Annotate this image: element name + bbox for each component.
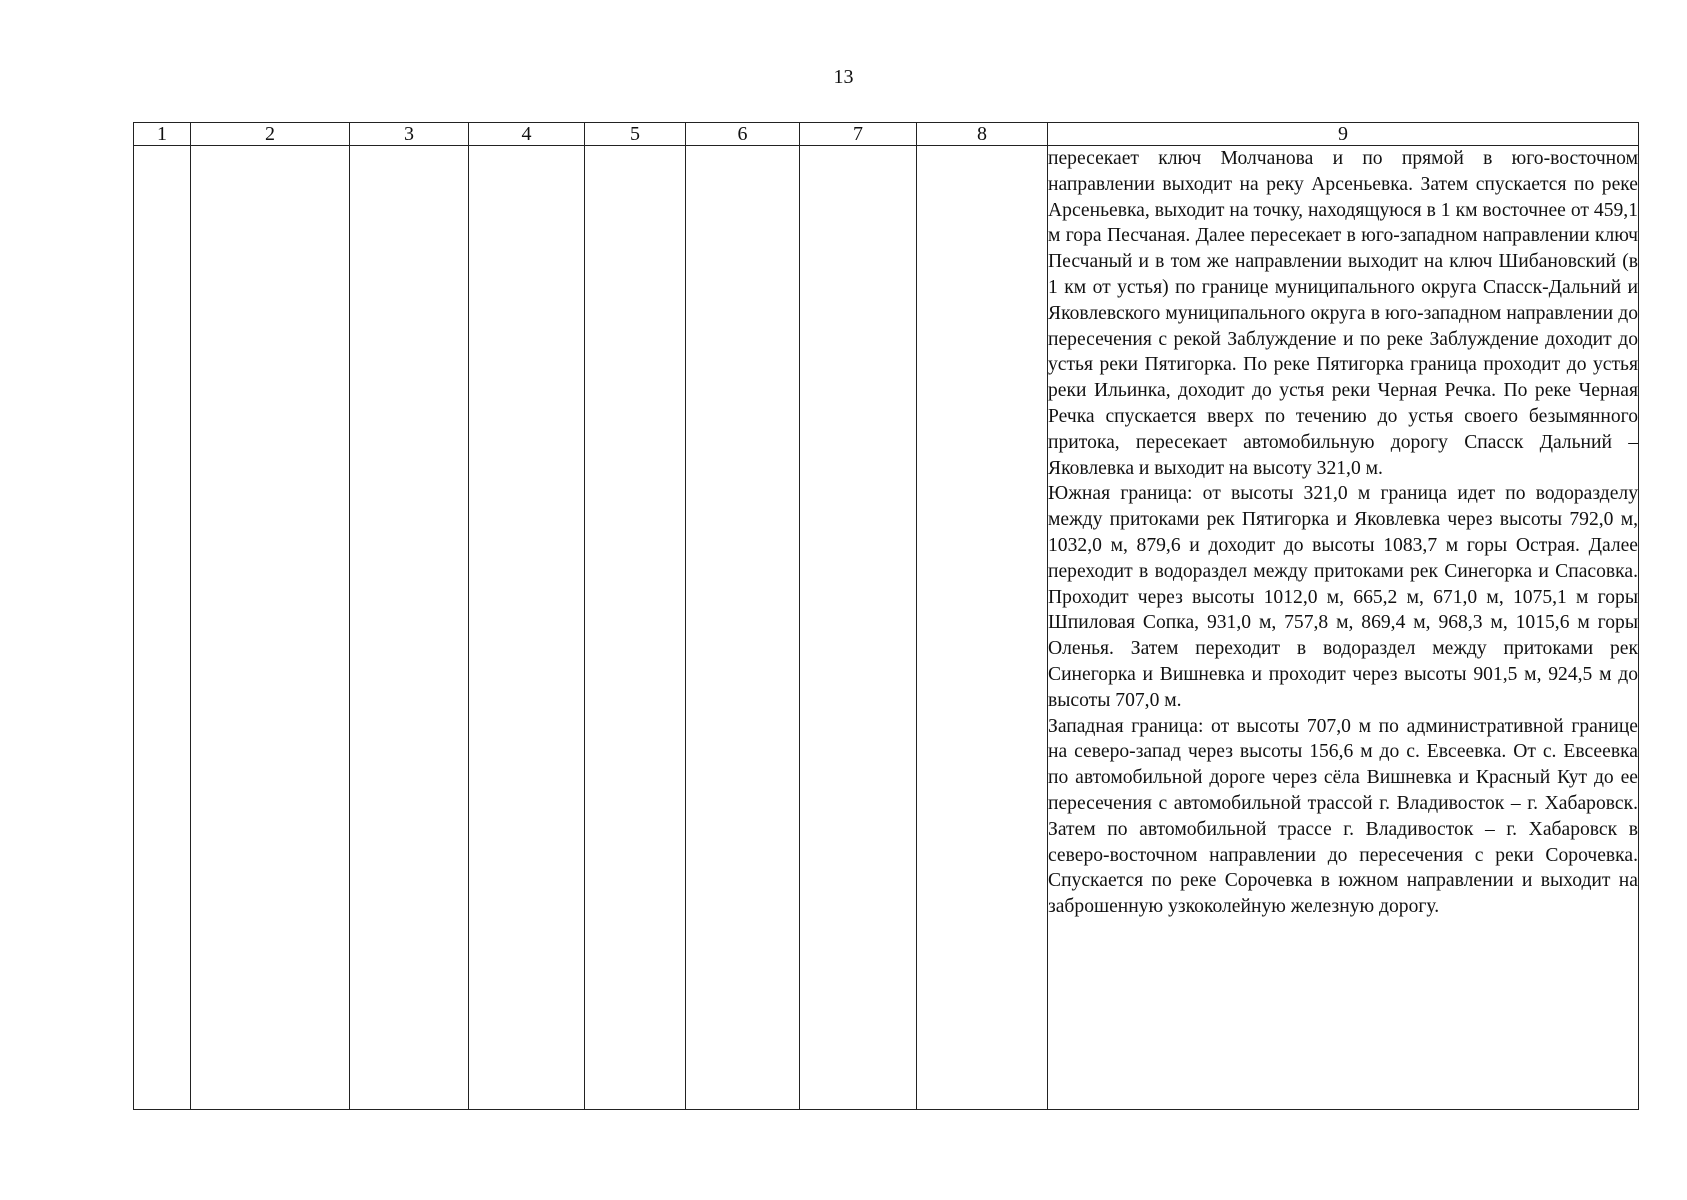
column-header-6: 6 [686, 123, 800, 146]
empty-cell-2 [191, 146, 350, 1110]
column-header-7: 7 [800, 123, 917, 146]
north-east-boundary-text: пересекает ключ Молчанова и по прямой в юго-восточном направлении выходит на реку Арсеньевка. Затем спускается по реке Арсеньевка, выходит на точку, находящуюся в 1 км восточнее от 459,1 м гора Песчаная. Далее пересекает в юго-западном направлении ключ Песчаный и в том же направлении выходит на ключ Шибановский (в 1 км от устья) по границе муниципального округа Спасск-Дальний и Яковлевского муниципального округа в юго-западном направлении до пересечения с рекой Заблуждение и по реке Заблуждение доходит до устья реки Пятигорка. По реке Пятигорка граница проходит до устья реки Ильинка, доходит до устья реки Черная Речка. По реке Черная Речка спускается вверх по течению до устья своего безымянного притока, пересекает автомобильную дорогу Спасск Дальний – Яковлевка и выходит на высоту 321,0 м. [1048, 148, 1638, 479]
page-number: 13 [833, 66, 854, 88]
header-row [134, 123, 1639, 146]
column-header-5: 5 [585, 123, 686, 146]
boundary-table [133, 122, 1639, 1110]
empty-cell-5 [585, 146, 686, 1110]
empty-cell-4 [469, 146, 585, 1110]
empty-cell-8 [917, 146, 1048, 1110]
table-row [134, 146, 1639, 1110]
column-header-8: 8 [917, 123, 1048, 146]
column-header-4: 4 [469, 123, 585, 146]
empty-cell-3 [350, 146, 469, 1110]
empty-cell-1 [134, 146, 191, 1110]
column-header-2: 2 [191, 123, 350, 146]
description-cell [1048, 146, 1639, 1110]
south-boundary-text: Южная граница: от высоты 321,0 м граница идет по водоразделу между притоками рек Пятигорка и Яковлевка через высоты 792,0 м, 1032,0 м, 879,6 и доходит до высоты 1083,7 м горы Острая. Далее переходит в водораздел между притоками рек Синегорка и Спасовка. Проходит через высоты 1012,0 м, 665,2 м, 671,0 м, 1075,1 м горы Шпиловая Сопка, 931,0 м, 757,8 м, 869,4 м, 968,3 м, 1015,6 м горы Оленья. Затем переходит в водораздел между притоками рек Синегорка и Вишневка и проходит через высоты 901,5 м, 924,5 м до высоты 707,0 м. [1048, 483, 1638, 711]
empty-cell-6 [686, 146, 800, 1110]
empty-cell-7 [800, 146, 917, 1110]
column-header-1: 1 [134, 123, 191, 146]
west-boundary-text: Западная граница: от высоты 707,0 м по административной границе на северо-запад через высоты 156,6 м до с. Евсеевка. От с. Евсеевка по автомобильной дороге через сёла Вишневка и Красный Кут до ее пересечения с автомобильной трассой г. Владивосток – г. Хабаровск. Затем по автомобильной трассе г. Владивосток – г. Хабаровск в северо-восточном направлении до пересечения с реки Сорочевка. Спускается по реке Сорочевка в южном направлении и выходит на заброшенную узкоколейную железную дорогу. [1048, 715, 1638, 918]
column-header-3: 3 [350, 123, 469, 146]
column-header-9: 9 [1048, 123, 1639, 146]
